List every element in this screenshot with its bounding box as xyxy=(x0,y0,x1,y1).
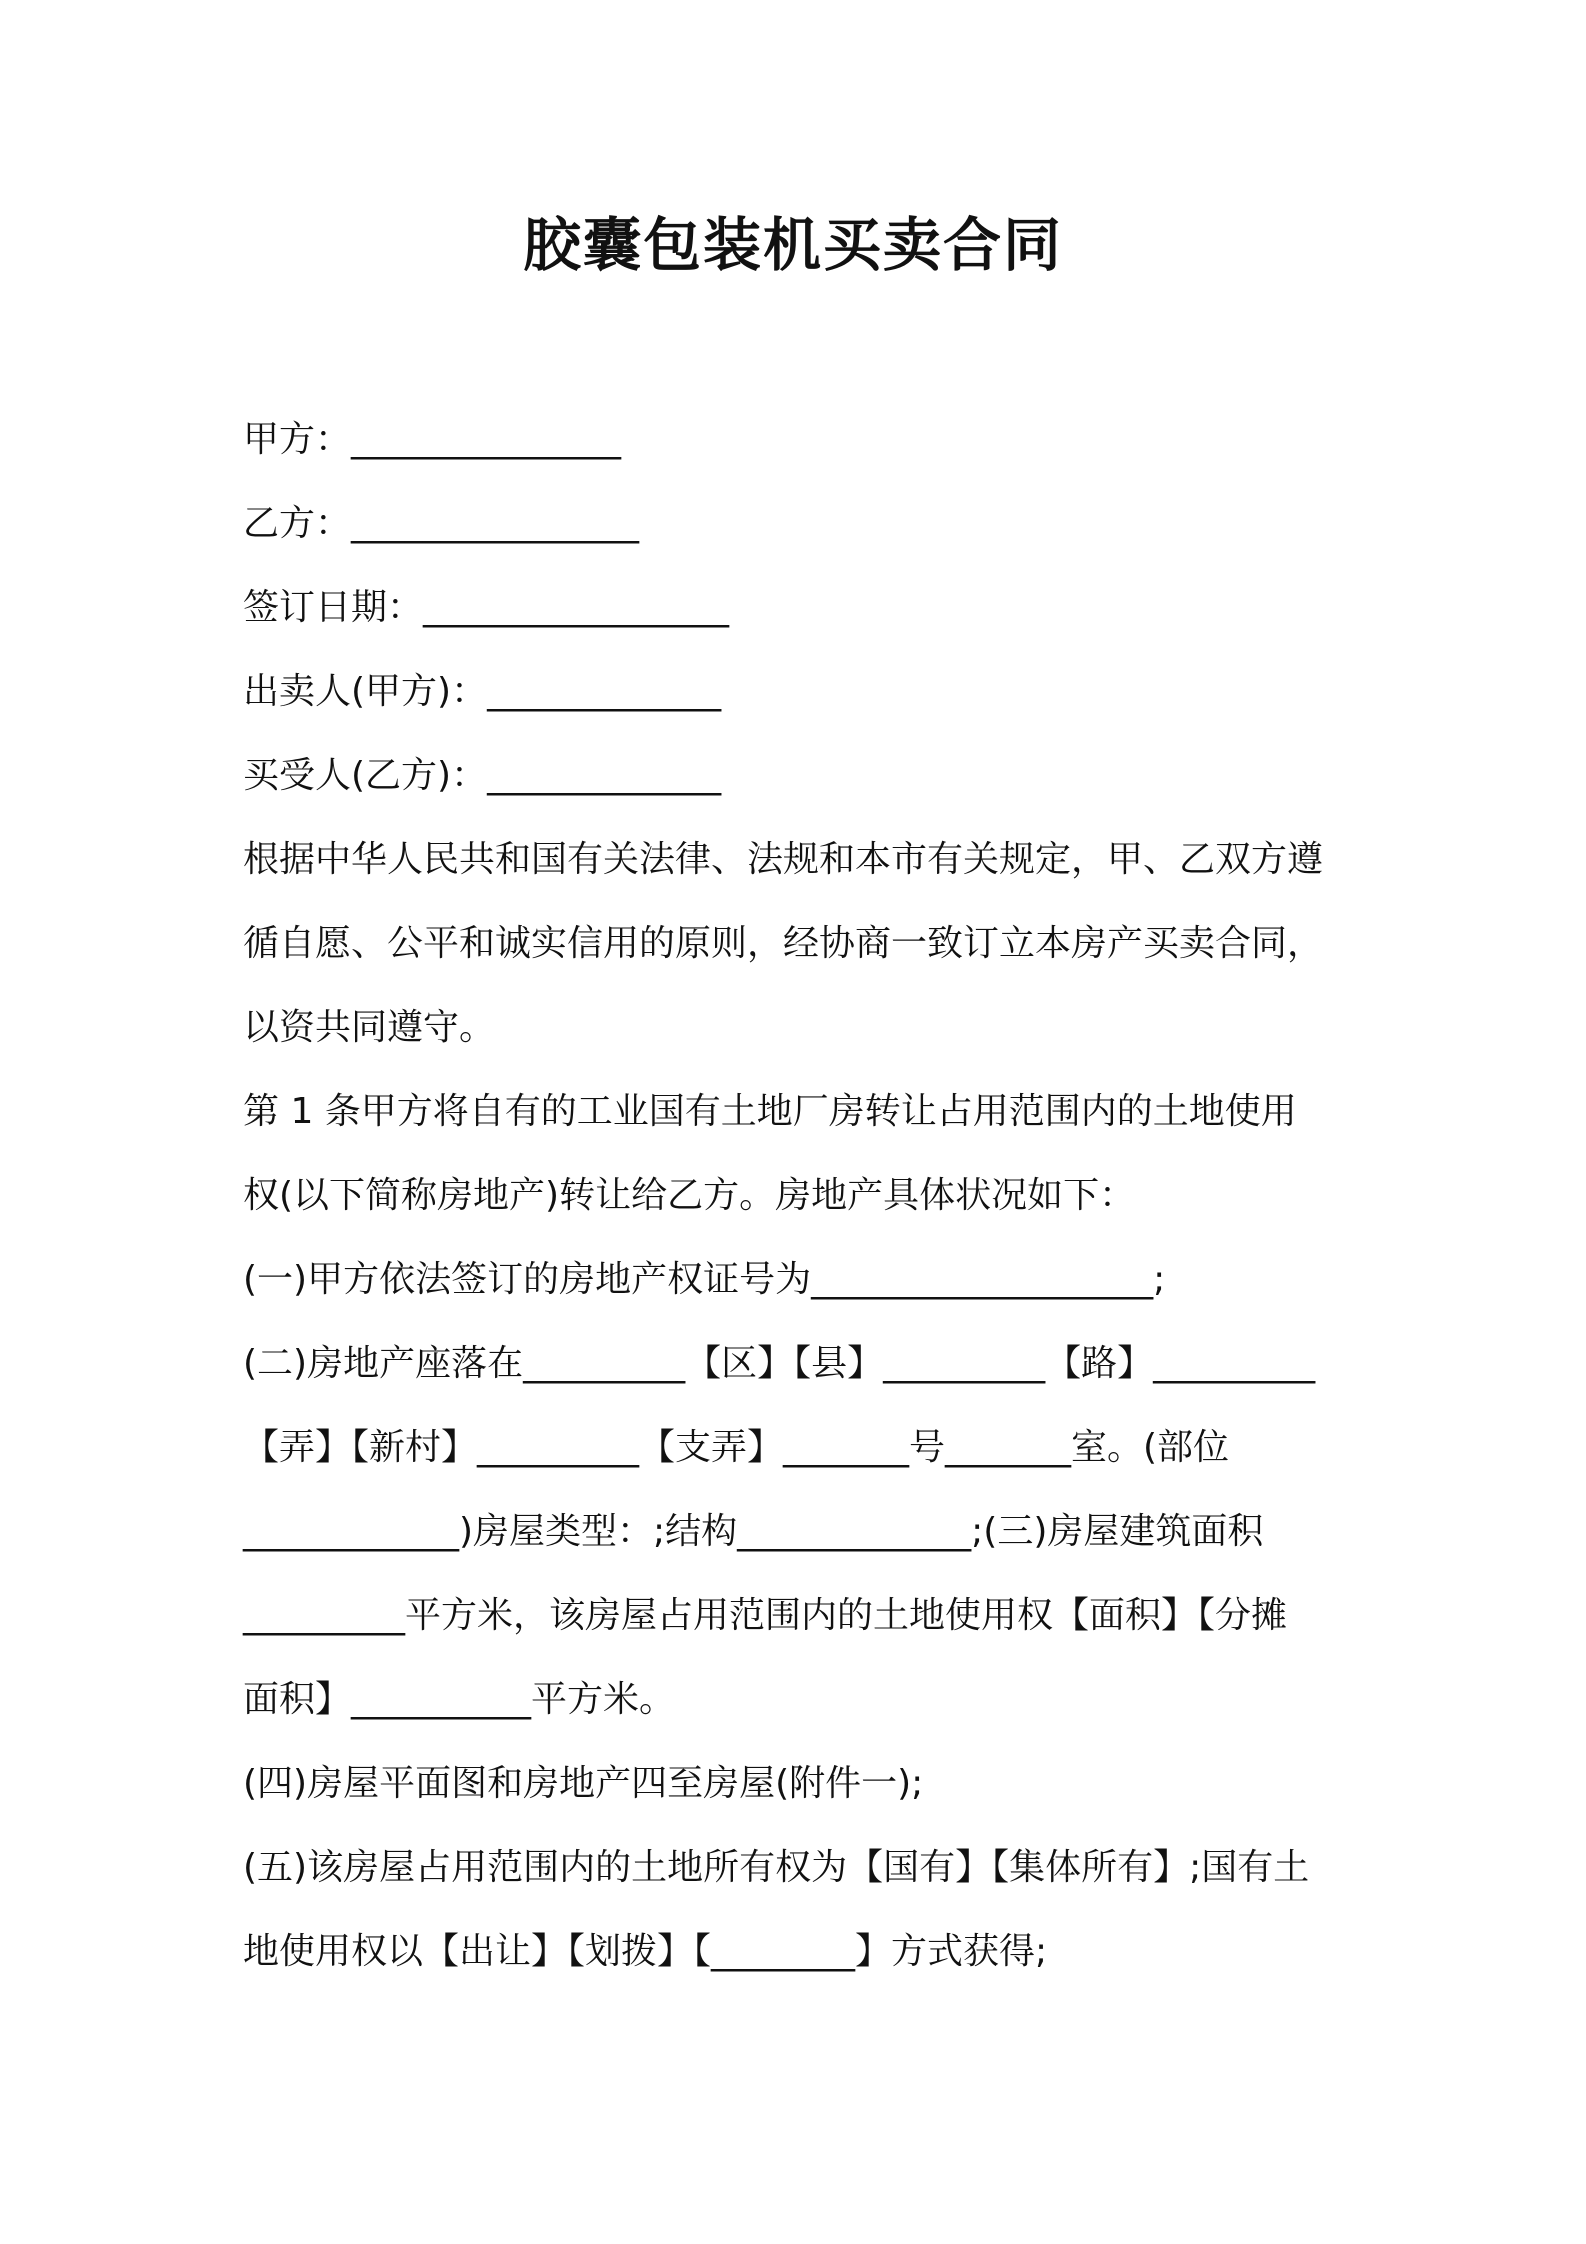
clause-5-line-1: (五)该房屋占用范围内的土地所有权为【国有】【集体所有】;国有土 xyxy=(243,1847,1310,1888)
clause-4-line: (四)房屋平面图和房地产四至房屋(附件一); xyxy=(243,1763,924,1804)
document-title: 胶囊包装机买卖合同 xyxy=(522,211,1063,279)
clause-1-line: (一)甲方依法签订的房地产权证号为___________________; xyxy=(243,1259,1166,1300)
seller-line: 出卖人(甲方)：_____________ xyxy=(243,671,722,712)
preamble-line-2: 循自愿、公平和诚实信用的原则，经协商一致订立本房产买卖合同， xyxy=(243,923,1324,964)
clause-2-line-2: 【弄】【新村】_________【支弄】_______号_______室。(部位 xyxy=(243,1427,1230,1468)
document-body xyxy=(243,398,1363,1994)
article-1-line-1: 第 1 条甲方将自有的工业国有土地厂房转让占用范围内的土地使用 xyxy=(243,1091,1297,1132)
clause-3-line-2: 面积】__________平方米。 xyxy=(243,1679,676,1720)
preamble-line-3: 以资共同遵守。 xyxy=(243,1007,496,1048)
article-1-line-2: 权(以下简称房地产)转让给乙方。房地产具体状况如下： xyxy=(243,1175,1136,1216)
signing-date-line: 签订日期：_________________ xyxy=(243,587,730,628)
clause-2-line-3: ____________)房屋类型：;结构_____________;(三)房屋建筑面积 xyxy=(243,1511,1264,1552)
party-b-line: 乙方：________________ xyxy=(243,503,640,544)
preamble-line-1: 根据中华人民共和国有关法律、法规和本市有关规定，甲、乙双方遵 xyxy=(243,839,1324,880)
clause-2-line-1: (二)房地产座落在_________【区】【县】_________【路】_________ xyxy=(243,1343,1316,1384)
clause-3-line-1: _________平方米，该房屋占用范围内的土地使用权【面积】【分摊 xyxy=(243,1595,1288,1636)
party-a-line: 甲方：_______________ xyxy=(243,419,622,460)
buyer-line: 买受人(乙方)：_____________ xyxy=(243,755,722,796)
clause-5-line-2: 地使用权以【出让】【划拨】【________】方式获得; xyxy=(243,1931,1048,1972)
